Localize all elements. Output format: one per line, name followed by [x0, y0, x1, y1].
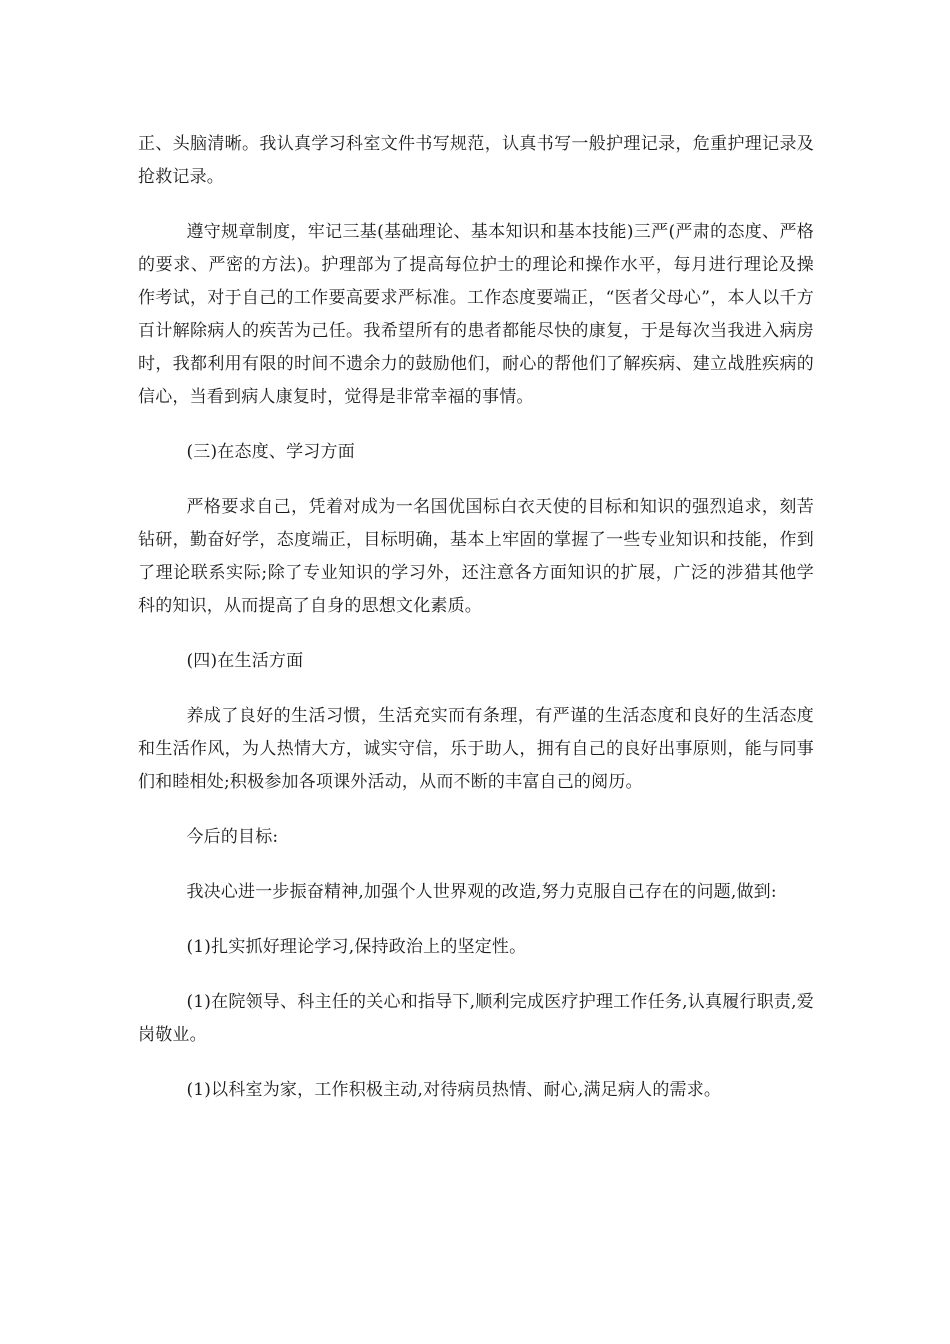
heading-life: (四)在生活方面	[186, 651, 304, 671]
heading-future-goals: 今后的目标:	[186, 827, 279, 847]
paragraph-attitude-study: 严格要求自己，凭着对成为一名国优国标白衣天使的目标和知识的强烈追求，刻苦钻研，勤奋好学，态度端正，目标明确，基本上牢固的掌握了一些专业知识和技能，作到了理论联系实际;除了专业知识的学习外，还注意各方面知识的扩展，广泛的涉猎其他学科的知识，从而提高了自身的思想文化素质。	[138, 497, 814, 616]
list-item-complete-tasks: (1)在院领导、科主任的关心和指导下,顺利完成医疗护理工作任务,认真履行职责,爱岗敬业。	[138, 992, 814, 1045]
paragraph-records: 正、头脑清晰。我认真学习科室文件书写规范，认真书写一般护理记录，危重护理记录及抢救记录。	[138, 134, 814, 187]
paragraph-rules: 遵守规章制度，牢记三基(基础理论、基本知识和基本技能)三严(严肃的态度、严格的要求、严密的方法)。护理部为了提高每位护士的理论和操作水平，每月进行理论及操作考试，对于自己的工作要高要求严标准。工作态度要端正，“医者父母心”，本人以千方百计解除病人的疾苦为己任。我希望所有的患者都能尽快的康复，于是每次当我进入病房时，我都利用有限的时间不遗余力的鼓励他们，耐心的帮他们了解疾病、建立战胜疾病的信心，当看到病人康复时，觉得是非常幸福的事情。	[138, 222, 814, 407]
document-body	[138, 128, 814, 1129]
paragraph-resolve: 我决心进一步振奋精神,加强个人世界观的改造,努力克服自己存在的问题,做到:	[186, 882, 777, 902]
list-item-theory-study: (1)扎实抓好理论学习,保持政治上的坚定性。	[186, 937, 527, 957]
list-item-department-home: (1)以科室为家，工作积极主动,对待病员热情、耐心,满足病人的需求。	[186, 1080, 722, 1100]
paragraph-life: 养成了良好的生活习惯，生活充实而有条理，有严谨的生活态度和良好的生活态度和生活作风，为人热情大方，诚实守信，乐于助人，拥有自己的良好出事原则，能与同事们和睦相处;积极参加各项课外活动，从而不断的丰富自己的阅历。	[138, 706, 814, 792]
heading-attitude-study: (三)在态度、学习方面	[186, 442, 355, 462]
